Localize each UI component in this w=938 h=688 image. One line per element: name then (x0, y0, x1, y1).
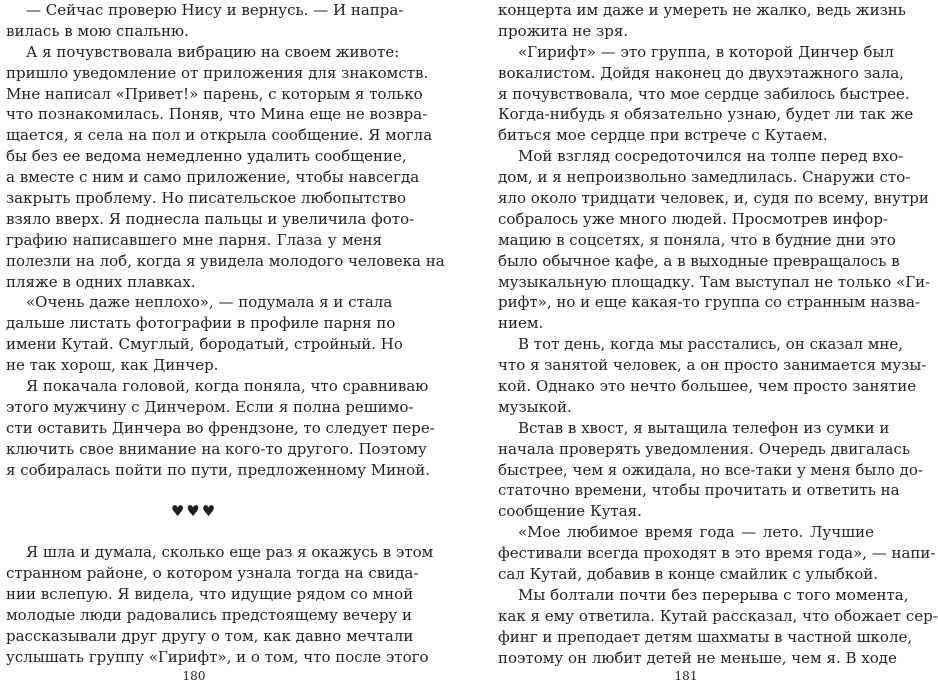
text-line: закрыть проблему. Но писательское любопытство (6, 189, 406, 208)
text-line: Мы болтали почти без перерыва с того момента, (518, 585, 909, 604)
right-page-text (498, 0, 938, 669)
text-line: мацию в соцсетях, я поняла, что в будние дни это (498, 230, 896, 249)
text-line: щается, я села на пол и открыла сообщение. Я могла (6, 126, 433, 145)
text-line: начала проверять уведомления. Очередь двигалась (498, 439, 911, 458)
text-line: рифт», но и еще какая-то группа со странным назва- (498, 293, 921, 312)
text-line: вилась в мою спальню. (6, 21, 189, 40)
text-line: «Очень даже неплохо», — подумала я и стала (26, 293, 393, 312)
text-line: музыкой. (498, 397, 572, 416)
left-page-text (6, 0, 445, 668)
text-line: Мой взгляд сосредоточился на толпе перед вхо- (518, 147, 904, 166)
text-line: полезли на лоб, когда я увидела молодого человека на (6, 251, 445, 270)
text-line: — Сейчас проверю Нису и вернусь. — И напра- (26, 1, 404, 19)
text-line: пляже в одних плавках. (6, 272, 196, 291)
text-line: было обычное кафе, а в выходные превращалось в (498, 251, 900, 270)
text-line: услышать группу «Гирифт», и о том, что после этого (6, 647, 429, 666)
text-line: а вместе с ним и само приложение, чтобы навсегда (6, 168, 420, 187)
text-line: имени Кутай. Смуглый, бородатый, стройный. Но (6, 335, 403, 354)
text-line: пришло уведомление от приложения для знакомств. (6, 63, 429, 82)
text-line: яло около тридцати человек, и, судя по всему, внутри (498, 189, 929, 208)
text-line: сал Кутай, добавив в конце смайлик с улыбкой. (498, 565, 878, 584)
text-line: странном районе, о котором узнала тогда на свида- (6, 564, 419, 583)
text-line: финг и преподает детям шахматы в частной школе, (498, 627, 913, 646)
text-line: биться мое сердце при встрече с Кутаем. (498, 126, 828, 145)
section-separator: ♥♥♥ (170, 502, 218, 521)
text-line: дальше листать фотографии в профиле парня по (6, 314, 396, 333)
text-line: сообщение Кутая. (498, 502, 642, 521)
text-line: фестивали всегда проходят в это время года», — напи- (498, 544, 936, 563)
text-line: собралось уже много людей. Просмотрев инфор- (498, 209, 888, 228)
text-line: рассказывали друг другу о том, как давно мечтали (6, 627, 414, 646)
text-line: этого мужчину с Динчером. Если я полна решимо- (6, 397, 414, 416)
text-line: бы без ее ведома немедленно удалить сообщение, (6, 147, 407, 166)
text-line: быстрее, чем я ожидала, но все-таки у меня было до- (498, 460, 924, 479)
text-line: вокалистом. Дойдя наконец до двухэтажного зала, (498, 63, 905, 82)
text-line: графию написавшего мне парня. Глаза у меня (6, 230, 382, 249)
text-line: Я покачала головой, когда поняла, что сравниваю (26, 377, 429, 396)
text-line: нии вслепую. Я видела, что идущие рядом со мной (6, 585, 414, 604)
text-line: концерта им даже и умереть не жалко, ведь жизнь (498, 1, 906, 19)
text-line: взяло вверх. Я поднесла пальцы и увеличила фото- (6, 209, 415, 228)
text-line: молодые люди радовались предстоящему вечеру и (6, 606, 413, 625)
text-line: нием. (498, 314, 544, 333)
text-line: музыкальную площадку. Там выступал не только «Ги- (498, 272, 931, 291)
text-line: статочно времени, чтобы прочитать и ответить на (498, 481, 900, 500)
text-line: поэтому он любит детей не меньше, чем я. В ходе (498, 648, 897, 667)
text-line: Встав в хвост, я вытащила телефон из сумки и (518, 418, 890, 437)
page-number: 180 (182, 669, 206, 683)
text-line: «Мое любимое время года — лето. Лучшие (518, 523, 874, 542)
text-line: не так хорош, как Динчер. (6, 356, 219, 375)
text-line: дом, и я непроизвольно замедлилась. Снаружи сто- (498, 168, 911, 187)
text-line: ключить свое внимание на кого-то другого. Поэтому (6, 439, 427, 458)
page-number: 181 (674, 669, 698, 683)
text-line: я почувствовала, что мое сердце забилось быстрее. (498, 84, 910, 103)
text-line: «Гирифт» — это группа, в которой Динчер был (518, 42, 894, 61)
right-page (498, 0, 938, 688)
text-line: Когда-нибудь я обязательно узнаю, будет ли так же (498, 105, 914, 124)
left-page (6, 0, 445, 688)
text-line: сти оставить Динчера во френдзоне, то следует пере- (6, 418, 435, 437)
text-line: А я почувствовала вибрацию на своем животе: (26, 42, 400, 61)
text-line: Мне написал «Привет!» парень, с которым я только (6, 84, 423, 103)
text-line: что познакомилась. Поняв, что Мина еще не возвра- (6, 105, 428, 124)
text-line: что я занятой человек, а он просто занимается музы- (498, 356, 927, 375)
text-line: как я ему ответила. Кутай рассказал, что обожает сер- (498, 606, 938, 625)
text-line: кой. Однако это нечто большее, чем просто занятие (498, 377, 917, 396)
text-line: Я шла и думала, сколько еще раз я окажусь в этом (26, 543, 434, 562)
text-line: я собиралась пойти по пути, предложенному Миной. (6, 460, 430, 479)
text-line: В тот день, когда мы расстались, он сказал мне, (518, 335, 904, 354)
text-line: прожита не зря. (498, 21, 629, 40)
